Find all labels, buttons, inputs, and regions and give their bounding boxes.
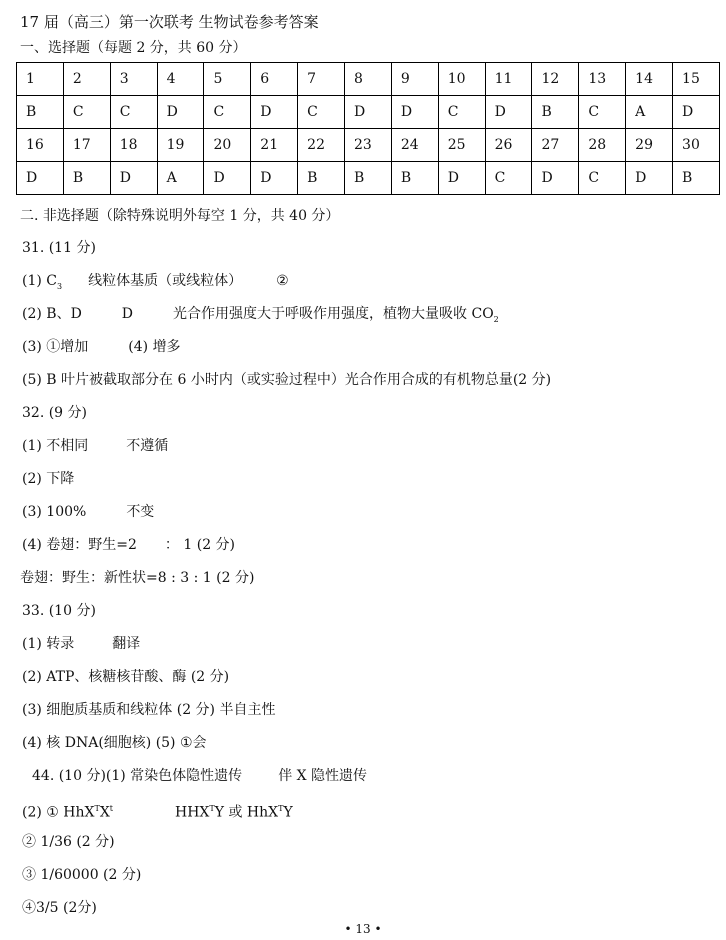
table-cell: B bbox=[673, 162, 720, 195]
q33-line4: (4) 核 DNA(细胞核) (5) ①会 bbox=[22, 735, 207, 751]
q31-l3b: (4) 增多 bbox=[128, 339, 181, 355]
table-cell: 10 bbox=[438, 63, 485, 96]
q31-line5: (5) B 叶片被截取部分在 6 小时内（或实验过程中）光合作用合成的有机物总量(2 分) bbox=[22, 372, 552, 388]
table-row bbox=[17, 129, 720, 162]
q31-l2b: D bbox=[121, 306, 134, 322]
table-cell: 26 bbox=[485, 129, 532, 162]
table-cell: 28 bbox=[579, 129, 626, 162]
table-cell: 17 bbox=[63, 129, 110, 162]
q44-l2d: Y bbox=[283, 804, 293, 821]
q44-sup4: T bbox=[278, 804, 284, 813]
table-cell: 13 bbox=[579, 63, 626, 96]
table-cell: A bbox=[626, 96, 673, 129]
q44-heading bbox=[32, 766, 367, 786]
q44-line4: ③ 1/60000 (2 分) bbox=[22, 867, 142, 883]
table-cell: D bbox=[438, 162, 485, 195]
table-cell: D bbox=[345, 96, 392, 129]
q31-l1a: (1) C bbox=[22, 273, 57, 289]
table-cell: A bbox=[157, 162, 204, 195]
q32-line2: (2) 下降 bbox=[22, 471, 75, 487]
table-cell: 30 bbox=[673, 129, 720, 162]
table-cell: D bbox=[391, 96, 438, 129]
q31-heading: 31. (11 分) bbox=[22, 240, 96, 256]
q31-l1c: ② bbox=[276, 273, 289, 289]
q33-l1b: 翻译 bbox=[112, 636, 141, 652]
q33-l1a: (1) 转录 bbox=[22, 636, 75, 652]
table-cell: 3 bbox=[110, 63, 157, 96]
table-cell: 24 bbox=[391, 129, 438, 162]
table-cell: 29 bbox=[626, 129, 673, 162]
table-row bbox=[17, 162, 720, 195]
table-cell: 1 bbox=[17, 63, 64, 96]
q32-l3b: 不变 bbox=[126, 504, 155, 520]
q44-sup2: t bbox=[109, 804, 114, 813]
q32-line5: 卷翅：野生：新性状=8 : 3 : 1 (2 分) bbox=[20, 570, 255, 586]
table-cell: D bbox=[626, 162, 673, 195]
q33-heading: 33. (10 分) bbox=[22, 603, 96, 619]
q32-l4a: (4) 卷翅：野生=2 bbox=[22, 537, 137, 553]
table-cell: 27 bbox=[532, 129, 579, 162]
table-cell: C bbox=[485, 162, 532, 195]
table-cell: 23 bbox=[345, 129, 392, 162]
table-cell: D bbox=[204, 162, 251, 195]
q44-l2c: Y 或 HhX bbox=[214, 804, 279, 821]
table-cell: D bbox=[251, 162, 298, 195]
table-cell: D bbox=[157, 96, 204, 129]
table-cell: B bbox=[17, 96, 64, 129]
q31-l2a: (2) B、D bbox=[22, 306, 82, 322]
answer-table bbox=[16, 62, 720, 195]
table-cell: D bbox=[251, 96, 298, 129]
q44-line3: ② 1/36 (2 分) bbox=[22, 834, 115, 850]
q44-sup3: T bbox=[209, 804, 215, 813]
table-cell: B bbox=[532, 96, 579, 129]
q44-line2 bbox=[22, 799, 293, 823]
table-cell: D bbox=[673, 96, 720, 129]
q32-line1 bbox=[22, 436, 168, 456]
page-number: • 13 • bbox=[344, 922, 382, 936]
q44-l2x: X bbox=[99, 804, 110, 821]
table-cell: 21 bbox=[251, 129, 298, 162]
q31-l2-sub: 2 bbox=[493, 314, 499, 324]
q44-l2b: HHX bbox=[175, 804, 210, 821]
q31-l3a: (3) ①增加 bbox=[22, 339, 89, 355]
table-cell: B bbox=[391, 162, 438, 195]
page-title: 17 届（高三）第一次联考 生物试卷参考答案 bbox=[20, 13, 319, 31]
table-cell: B bbox=[298, 162, 345, 195]
table-cell: 15 bbox=[673, 63, 720, 96]
q32-l1a: (1) 不相同 bbox=[22, 438, 89, 454]
table-cell: B bbox=[63, 162, 110, 195]
table-cell: 20 bbox=[204, 129, 251, 162]
table-cell: 6 bbox=[251, 63, 298, 96]
q31-line3 bbox=[22, 337, 181, 357]
table-cell: 7 bbox=[298, 63, 345, 96]
table-cell: 2 bbox=[63, 63, 110, 96]
q31-line1 bbox=[22, 271, 289, 297]
q32-heading: 32. (9 分) bbox=[22, 405, 87, 421]
table-cell: 9 bbox=[391, 63, 438, 96]
q44-line5: ④3/5 (2分) bbox=[22, 900, 97, 916]
q31-l1b: 线粒体基质（或线粒体） bbox=[88, 273, 243, 289]
q32-l1b: 不遵循 bbox=[126, 438, 169, 454]
table-cell: 14 bbox=[626, 63, 673, 96]
q44-l2a: (2) ① HhX bbox=[22, 804, 95, 821]
section-nonchoice-heading: 二. 非选择题（除特殊说明外每空 1 分，共 40 分） bbox=[20, 208, 340, 224]
table-cell: 19 bbox=[157, 129, 204, 162]
table-cell: 11 bbox=[485, 63, 532, 96]
table-cell: 25 bbox=[438, 129, 485, 162]
table-cell: C bbox=[438, 96, 485, 129]
table-cell: 4 bbox=[157, 63, 204, 96]
table-cell: 8 bbox=[345, 63, 392, 96]
table-cell: D bbox=[17, 162, 64, 195]
q31-line2 bbox=[22, 304, 499, 330]
table-cell: 22 bbox=[298, 129, 345, 162]
table-cell: D bbox=[110, 162, 157, 195]
table-cell: D bbox=[532, 162, 579, 195]
table-cell: D bbox=[485, 96, 532, 129]
q32-line4 bbox=[22, 535, 235, 555]
q32-line3 bbox=[22, 502, 154, 522]
q32-l4b: ： 1 (2 分) bbox=[164, 537, 236, 553]
q31-l2c: 光合作用强度大于呼吸作用强度，植物大量吸收 CO bbox=[173, 306, 494, 322]
table-cell: B bbox=[345, 162, 392, 195]
table-cell: C bbox=[63, 96, 110, 129]
table-cell: C bbox=[110, 96, 157, 129]
q32-l3a: (3) 100% bbox=[22, 504, 87, 520]
q33-line3: (3) 细胞质基质和线粒体 (2 分) 半自主性 bbox=[22, 702, 276, 718]
q31-l1-sub: 3 bbox=[57, 281, 63, 291]
table-row bbox=[17, 63, 720, 96]
q44-sup1: T bbox=[94, 804, 100, 813]
table-cell: C bbox=[579, 162, 626, 195]
table-cell: 18 bbox=[110, 129, 157, 162]
table-cell: 12 bbox=[532, 63, 579, 96]
q44-head-a: 44. (10 分)(1) 常染色体隐性遗传 bbox=[32, 768, 243, 784]
table-cell: 16 bbox=[17, 129, 64, 162]
table-row bbox=[17, 96, 720, 129]
table-cell: C bbox=[579, 96, 626, 129]
q33-line2: (2) ATP、核糖核苷酸、酶 (2 分) bbox=[22, 669, 230, 685]
q44-head-b: 伴 X 隐性遗传 bbox=[278, 768, 368, 784]
q33-line1 bbox=[22, 634, 140, 654]
section-choice-heading: 一、选择题（每题 2 分，共 60 分） bbox=[20, 40, 247, 56]
table-cell: 5 bbox=[204, 63, 251, 96]
table-cell: C bbox=[298, 96, 345, 129]
table-cell: C bbox=[204, 96, 251, 129]
